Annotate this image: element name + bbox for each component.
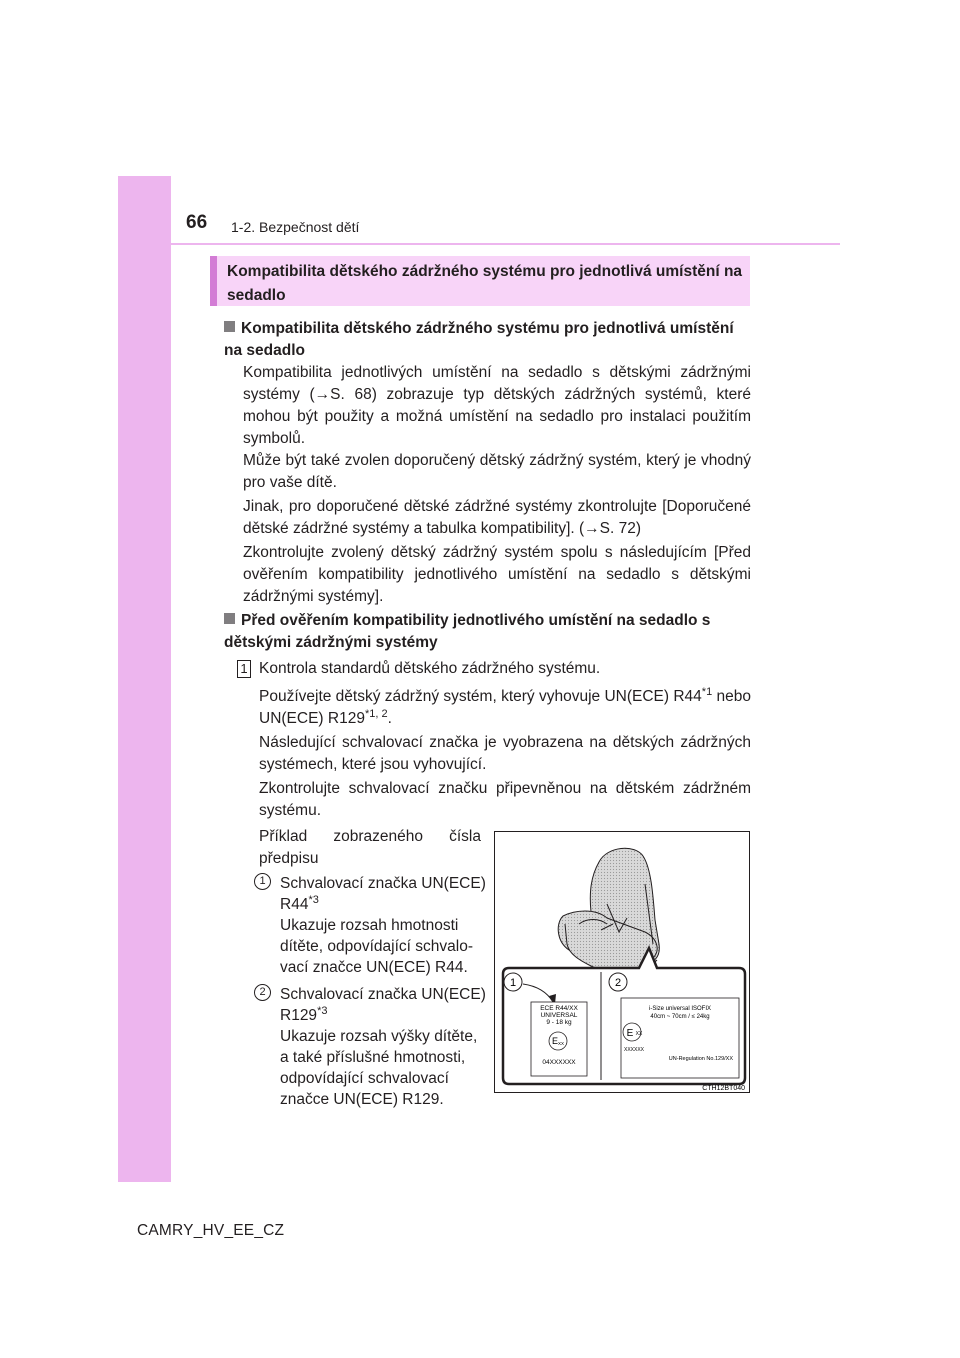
paragraph: Jinak, pro doporučené dětské zádržné systémy zkontrolujte [Doporučené dětské zádržné systémy a tabulka kompatibility]. (→S. 72) [243,498,751,537]
topic-title-box: Kompatibilita dětského zádržného systému pro jednotlivá umístění na sedadlo [210,256,750,306]
figure-callout-2: 2 [614,977,622,989]
side-tab [118,176,171,1182]
paragraph: Používejte dětský zádržný systém, který vyhovuje UN(ECE) R44$^{*1}$ nebo UN(ECE) R129$^{*1, 2}$. [259,686,751,727]
approval-label-figure [494,831,750,1093]
section2-heading: Před ověřením kompatibility jednotlivého umístění na sedadlo s dětskými zádržnými systémy [224,612,711,651]
figure-callout-1: 1 [509,977,517,989]
example-label: Příklad zobrazeného čísla předpisu [259,828,481,867]
document-code-footer: CAMRY_HV_EE_CZ [137,1222,285,1239]
svg-text:E: E [626,1028,634,1039]
square-bullet-icon [224,613,235,624]
step-title: Kontrola standardů dětského zádržného systému. [259,660,601,677]
callout-number: 1 [254,873,271,890]
svg-text:40cm ~ 70cm / ≤ 24kg: 40cm ~ 70cm / ≤ 24kg [650,1014,710,1020]
header-rule [171,243,840,245]
svg-text:i-Size universal ISOFIX: i-Size universal ISOFIX [648,1006,712,1012]
paragraph: Zkontrolujte zvolený dětský zádržný systém spolu s následujícím [Před ověřením kompatibility jednotlivého umístění na sedadlo s dětskými zádržnými systémy]. [243,544,751,605]
step-number-box: 1 [237,660,251,678]
square-bullet-icon [224,321,235,332]
svg-text:E: E [551,1036,559,1046]
svg-text:UN-Regulation No.129/XX: UN-Regulation No.129/XX [668,1056,733,1062]
callout-number: 2 [254,984,271,1001]
page-number: 66 [186,212,208,233]
paragraph: Kompatibilita jednotlivých umístění na sedadlo s dětskými zádržnými systémy (→S. 68) zobrazuje typ dětských zádržných systémů, které mohou být použity a možná umístění na sedadlo pro instalaci použitím symbolů. [243,364,751,447]
svg-text:XX: XX [635,1031,643,1037]
paragraph: Zkontrolujte schvalovací značku připevněnou na dětském zádržném systému. [259,780,751,819]
svg-text:UNIVERSAL: UNIVERSAL [540,1012,578,1019]
svg-text:XXXXXX: XXXXXX [624,1047,645,1053]
item-2-text: Schvalovací značka UN(ECE) R129$^{*3}$ Ukazuje rozsah výšky dítěte, a také příslušné hmotnosti, odpovídající schvalovací značce UN(ECE) R129. [280,986,486,1108]
item-1-text: Schvalovací značka UN(ECE) R44$^{*3}$ Ukazuje rozsah hmotnosti dítěte, odpovídající schvalovací značce UN(ECE) R44. [280,875,486,976]
child-seat-illustration [495,832,749,1092]
figure-code: CTH12BT040 [702,1085,745,1092]
svg-text:04XXXXXX: 04XXXXXX [542,1059,576,1066]
section-title: 1-2. Bezpečnost dětí [231,219,360,235]
svg-text:9 - 18 kg: 9 - 18 kg [546,1019,572,1026]
paragraph: Může být také zvolen doporučený dětský zádržný systém, který je vhodný pro vaše dítě. [243,452,751,491]
paragraph: Následující schvalovací značka je vyobrazena na dětských zádržných systémech, které jsou vyhovující. [259,734,751,773]
svg-text:ECE R44/XX: ECE R44/XX [540,1005,578,1012]
section1-heading: Kompatibilita dětského zádržného systému pro jednotlivá umístění na sedadlo [224,320,734,359]
svg-text:XX: XX [557,1041,565,1046]
